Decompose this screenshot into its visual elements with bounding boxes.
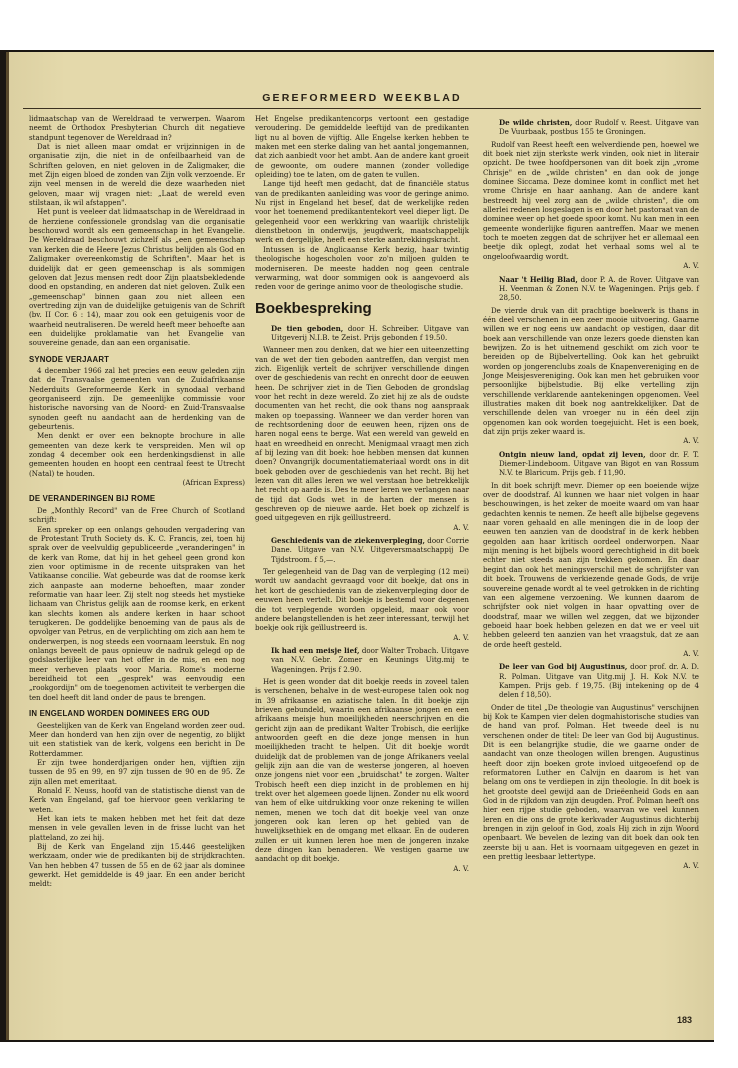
paragraph: Intussen is de Anglicaanse Kerk bezig, haar twintig theologische hogescholen voor zo'n miljoen gulden te moderniseren. De meeste hadden nog geen centrale verwarming, wat door sommigen ook is aangevoerd als reden voor de geringe animo voor de theologische studie.	[255, 244, 469, 292]
book-meta: door H. Schreiber. Uitgave van Uitgeverij N.I.B. te Zeist. Prijs gebonden f 19.50.	[271, 323, 469, 342]
book-entry	[499, 450, 699, 478]
review-text: De vierde druk van dit prachtige boekwerk is thans in één deel verschenen in een zeer mooie uitvoering. Gaarne willen we er nog eens uw aandacht op vestigen, daar dit boek aan verschillende van onze lezers goede diensten kan bewijzen. Zo is het uitnemend geschikt om zich voor te bereiden op de Bijbelvertelling. Ook kan het gebruikt worden op jongerenclubs zoals de Knapenvereniging en de Jonge Meisjesvereniging. Ook kan men het gebruiken voor persoonlijke bijbelstudie. Bij elke vertelling zijn verschillende verklarende aantekeningen opgenomen. Veel illustraties maken dit boek nog aantrekkelijker. Dat de verschillende delen van vroeger nu in één deel zijn opgenomen kan ook worden toegejuicht. Het is een boek, dat zijn prijs zeker waard is.	[483, 305, 699, 436]
paragraph: lidmaatschap van de Wereldraad te verwerpen. Waarom neemt de Orthodox Presbyterian Church dit negatieve standpunt tegenover de Wereldraad in?	[29, 114, 245, 142]
book-entry	[271, 536, 469, 564]
book-entry	[499, 275, 699, 303]
paragraph: Ronald F. Neuss, hoofd van de statistische dienst van de Kerk van Engeland, gaf toe hiervoor geen verklaring te weten.	[29, 785, 245, 814]
review-text: In dit boek schrijft mevr. Diemer op een boeiende wijze over de doodstraf. Al kunnen we haar niet volgen in haar beschouwingen, is het zeker de moeite waard om van haar gedachten kennis te nemen. Ze heeft alle bijbelse gegevens naar voren gehaald en alle meningen die in de loop der eeuwen ten aanzien van de doodstraf in de kerk hebben gegolden aan haar kritisch oordeel onderworpen. Naar mijn mening is het bijbels woord gerechtigheid in dit boek echter niet steeds aan zijn trekken gekomen. En daar begint dan ook het meningsverschil met de schrijfster van dit boek. Trouwens de verkiezende genade Gods, de vrije souvereine genade wordt al te veel getrokken in de richting van een algemene verzoening. We kunnen daarom de schrijfster ook niet volgen in haar opvatting over de doodstraf, maar we willen wel zeggen, dat we bijzonder geboeid haar boek hebben gelezen en dat we er veel uit hebben geleerd ten aanzien van het vraagstuk, dat ze aan de orde heeft gesteld.	[483, 480, 699, 649]
review-signature: A. V.	[453, 632, 469, 642]
heading-rome: DE VERANDERINGEN BIJ ROME	[29, 494, 156, 504]
paragraph: Er zijn twee honderdjarigen onder hen, vijftien zijn tussen de 95 en 99, en 97 zijn tussen de 90 en de 95. Ze zijn allen met emeritaat.	[29, 757, 245, 786]
review-text: Ter gelegenheid van de Dag van de verpleging (12 mei) wordt uw aandacht gevraagd voor dit boekje, dat ons in het kort de geschiedenis van de ziekenverpleging door de eeuwen heen vertelt. Dit boekje is bestemd voor degenen die tot verplegende worden opgeleid, maar ook voor andere belangstellenden is het zeer interessant, terwijl het boekje ook rijk geïllustreerd is.	[255, 567, 469, 633]
book-meta: door prof. dr. A. D. R. Polman. Uitgave van Uitg.mij J. H. Kok N.V. te Kampen. Prijs geb. f 19,75. (Bij intekening op de 4 delen f 18,50).	[499, 662, 699, 700]
running-head: GEREFORMEERD WEEKBLAD	[262, 92, 462, 104]
book-title: De leer van God bij Augustinus,	[499, 662, 628, 672]
column-2	[255, 114, 469, 873]
review-text: Het is geen wonder dat dit boekje reeds in zoveel talen is verschenen, behalve in de west-europese talen ook nog in 39 afrikaanse en aziatische talen. In dit boekje zijn brieven gebundeld, waarin een afrikaanse jongen en een afrikaans meisje hun moeilijkheden neerschrijven en die gericht zijn aan de predikant Walter Trobisch, die eerlijke antwoorden geeft en die deze jonge mensen in hun moeilijkheden tracht te helpen. Uit dit boekje wordt duidelijk dat de problemen van de jonge Afrikaners veelal gelijk zijn aan die van de westerse jongeren, al hoeven onze jongens niet voor een „bruidschat" te zorgen. Walter Trobisch heeft een diep inzicht in de problemen en hij trekt over het algemeen goede lijnen. Zonder nu elk woord van hem of elke uitdrukking voor onze rekening te willen nemen, menen we toch dat dit boekje veel van onze jongeren ook kan leren op het gebied van de huwelijksethiek en de omgang met elkaar. En de ouderen zullen er uit kunnen leren hoe men de jongeren inzake deze dingen kan benaderen. We vestigen gaarne uw aandacht op dit boekje.	[255, 676, 469, 864]
paragraph: Men denkt er over een beknopte brochure in alle gemeenten van deze kerk te verspreiden. Men wil op zondag 4 december ook een herdenkingsdienst in alle gemeenten houden en hoopt een centraal feest te Utrecht (Natal) te houden.	[29, 431, 245, 478]
book-title: Ontgin nieuw land, opdat zij leven,	[499, 449, 646, 459]
paragraph: Bij de Kerk van Engeland zijn 15.446 geestelijken werkzaam, onder wie de predikanten bij de strijdkrachten. Van hen hebben 47 tussen de 55 en de 62 jaar als dominee gewerkt. Het gemiddelde is 49 jaar. En een ander bericht meldt:	[29, 841, 245, 889]
newspaper-page	[6, 52, 714, 1040]
book-entry	[271, 646, 469, 674]
review-signature: A. V.	[683, 648, 699, 658]
book-meta: door Rudolf v. Reest. Uitgave van De Vuurbaak, postbus 155 te Groningen.	[499, 118, 699, 137]
paragraph: Het kan iets te maken hebben met het feit dat deze mensen in vele gevallen leven in de frisse lucht van het platteland, zo zei hij.	[29, 813, 245, 842]
review-signature: A. V.	[683, 861, 699, 871]
source-credit: (African Express)	[182, 478, 245, 488]
column-3	[483, 114, 699, 871]
scanned-page	[0, 50, 714, 1042]
paragraph: 4 december 1966 zal het precies een eeuw geleden zijn dat de Transvaalse gemeenten van de Zuidafrikaanse Nederduits Gereformeerde Kerk in synodaal verband georganiseerd zijn. De gemeenlijke commissie voor historische navorsing van de Noord- en Zuid-Transvaalse synoden geeft nu aandacht aan de herdenking van de gebeurtenis.	[29, 366, 245, 432]
page-number: 183	[677, 1015, 693, 1025]
header-rule	[23, 108, 701, 109]
review-text: Rudolf van Reest heeft een welverdiende pen, hoewel we dit boek niet zijn sterkste werk vinden, ook niet in literair opzicht. De twee hoofdpersonen van dit boek zijn „vrome Chrisje" en de „wilde christen" en dan ook de jonge dominee Siccama. Deze dominee komt in conflict met het vrome Chrisje en haar aanhang. Aan de andere kant bestreedt hij veel zorg aan de „wilde christen", die om allerlei redenen losgeslagen is en door het pastoraat van de dominee weer op het goede spoor komt. Nu kan men in een gemeente wonderlijke figuren aantreffen. Maar we menen toch te moeten zeggen dat de schrijver het er allemaal een beetje dik oplegt, zodat het verhaal soms wel al te ongeloofwaardig wordt.	[483, 139, 699, 261]
review-signature: A. V.	[453, 522, 469, 532]
paragraph: Een spreker op een onlangs gehouden vergadering van de Protestant Truth Society ds. K. C. Francis, zei, toen hij sprak over de veelvuldig gepubliceerde „veranderingen" in de kerk van Rome, dat hij in het geheel geen grond kon zien voor optimisme in de recente uitspraken van het Vatikaanse concilie. Wat gebeurde was dat de roomse kerk zich aanpaste aan moderne behoeften, maar zonder reformatie van haar leer. Zij stelt nog steeds het mystieke lichaam van Christus gelijk aan de roomse kerk, en erkent kan slechts komen als andere kerken in haar schoot terugkeren. De goddelijke benoeming van de paus als de opvolger van Petrus, en de verplichting om zich aan hem te onderwerpen, is nog steeds een voornaam leerstuk. En nog onlangs beveelt de paus opnieuw de nadruk gelegd op de godslasterlijke leer van het offer in de mis, en een nog meer verheven plaats voor Maria. Rome's moderne bereidheid tot een „gesprek" was eenvoudig een „rookgordijn" om de toegenomen activiteit te verbergen die ten doel heeft dit land onder de paus te brengen.	[29, 524, 245, 702]
book-entry	[499, 118, 699, 137]
book-meta: door Corrie Dane. Uitgave van N.V. Uitgeversmaatschappij De Tijdstroom. f 5,—.	[271, 536, 469, 564]
book-meta: door Walter Trobach. Uitgave van N.V. Gebr. Zomer en Keunings Uitg.mij te Wageningen. Prijs f 2.90.	[271, 645, 469, 674]
paragraph: Het Engelse predikantencorps vertoont een gestadige veroudering. De gemiddelde leeftijd van de predikanten ligt nu al boven de vijftig. Alle Engelse kerken hebben te maken met een sterke daling van het aantal jongemannen, dat zich aanbiedt voor het ambt. Aan de andere kant groeit de gewoonte, om oudere mannen (zonder volledige opleiding) toe te laten, om de gaten te vullen.	[255, 114, 469, 180]
book-title: De wilde christen,	[499, 118, 573, 127]
book-title: De tien geboden,	[271, 323, 344, 333]
heading-england: IN ENGELAND WORDEN DOMINEES ERG OUD	[29, 709, 210, 719]
book-entry	[271, 324, 469, 343]
book-title: Geschiedenis van de ziekenverpleging,	[271, 536, 425, 546]
paragraph: Geestelijken van de Kerk van Engeland worden zeer oud. Meer dan honderd van hen zijn over de negentig, zo blijkt uit een statistiek van de kerk, volgens een bericht in De Rotterdammer.	[29, 720, 245, 758]
review-signature: A. V.	[683, 261, 699, 271]
book-meta: door dr. F. T. Diemer-Lindeboom. Uitgave van Bigot en van Rossum N.V. te Blaricum. Prijs geb. f 11,90.	[499, 449, 699, 478]
review-signature: A. V.	[453, 863, 469, 873]
paragraph: Lange tijd heeft men gedacht, dat de financiële status van de predikanten aanleiding was voor de geringe animo. Nu rijst in Engeland het besef, dat de werkelijke reden voor het toenemend predikantentekort veel dieper ligt. De gelegenheid voor een werkkring van waarlijk christelijk dienstbetoon in onderwijs, jeugdwerk, maatschappelijk werk en dergelijke, heeft een sterke aantrekkingskracht.	[255, 179, 469, 245]
book-title: Ik had een meisje lief,	[271, 645, 360, 655]
review-text: Wanneer men zou denken, dat we hier een uiteenzetting van de wet der tien geboden aantreffen, dan vergist men zich. Eigenlijk vertelt de schrijver verschillende dingen over de geschiedenis van recht en onrecht door de eeuwen heen. De schrijver ziet in de Tien Geboden de grondslag voor het recht in deze wereld. Zo ziet hij ze als de oudste documenten van het recht, die ook thans nog aanspraak maken op toepassing. Wanneer we dan verder horen van de rechtsordening door de eeuwen heen, rijzen ons de haren nogal eens te berge. Wat een wereld van geweld en haat en wreedheid en onrecht. Menigmaal vraagt men zich af bij lezing van dit boek: hoe hebben mensen dat kunnen doen? Onvangrijk documentatiemateriaal wordt ons in dit boek geboden over de geschiedenis van het recht. Bij het lezen van dit alles leren we wel verstaan hoe betrekkelijk het recht op aarde is. Des te meer leren we verlangen naar de tijd dat Gods wet in de harten der mensen is geschreven op de nieuwe aarde. Het boek op zichzelf is goed uitgegeven en rijk geïllustreerd.	[255, 345, 469, 523]
book-meta: door P. A. de Rover. Uitgave van H. Veenman & Zonen N.V. te Wageningen. Prijs geb. f 28,50.	[499, 274, 699, 303]
review-text: Onder de titel „De theologie van Augustinus" verschijnen bij Kok te Kampen vier delen dogmahistorische studies van de hand van prof. Polman. Het tweede deel is nu verschenen onder de titel: De leer van God bij Augustinus. Dit is een belangrijke studie, die we gaarne onder de aandacht van onze theologen willen brengen. Augustinus heeft door zijn boeken grote invloed uitgeoefend op de reformatoren Luther en Calvijn en daarom is het van belang om ons te verdiepen in zijn theologie. In dit boek is het grootste deel gewijd aan de Drieëenheid Gods en aan God in de rijkdom van zijn deugden. Prof. Polman heeft ons hier een rijpe studie geboden, waarvan we veel kunnen leren en die ons de grote kerkvader Augustinus dichterbij brengen in zijn geloof in God, zoals Hij zich in zijn Woord openbaart. We bevelen de lezing van dit boek dan ook ten zeerste bij u aan. Het is voornaam uitgegeven en gezet in een prettig leesbaar lettertype.	[483, 702, 699, 862]
column-1	[29, 114, 245, 889]
book-title: Naar 't Heilig Blad,	[499, 274, 578, 284]
heading-synode: SYNODE VERJAART	[29, 354, 110, 364]
review-signature: A. V.	[683, 436, 699, 446]
section-title: Boekbespreking	[255, 299, 372, 317]
book-entry	[499, 662, 699, 699]
paragraph: Het punt is veeleer dat lidmaatschap in de Wereldraad in de herziene confessionele grondslag van die organisatie beschouwd wordt als een gemeenschap in het Evangelie. De Wereldraad beschouwt zichzelf als „een gemeenschap van kerken die de Heere Jezus Christus belijden als God en Zaligmaker overeenkomstig de Schriften". Maar het is duidelijk dat er geen gemeenschap is als sommigen geloven dat Jezus mensen redt door Zijn plaatsbekledende dood en opstanding, en anderen dat niet geloven. Zulk een „gemeenschap" binnen gaan zou niet alleen een overtreding zijn van de duidelijke getuigenis van de Schrift (bv. II Cor. 6 : 14), maar zou ook een getuigenis voor de waarheid neutraliseren. De wereld heeft meer behoefte aan een duidelijke proklamatie van het Evangelie van souvereine genade, dan aan een organisatie.	[29, 207, 245, 348]
paragraph: Dat is niet alleen maar omdat er vrijzinnigen in de organisatie zijn, die niet in de onfeilbaarheid van de Schriften geloven, en niet geloven in de Zaligmaker, die met Zijn eigen bloed de zonden van Zijn volk verzoende. Er zijn veel mensen in de wereld die deze waarheden niet geloven, maar wij vragen niet: „Laat de wereld even stilstaan, ik wil afstappen".	[29, 142, 245, 208]
paragraph: De „Monthly Record" van de Free Church of Scotland schrijft:	[29, 505, 245, 525]
